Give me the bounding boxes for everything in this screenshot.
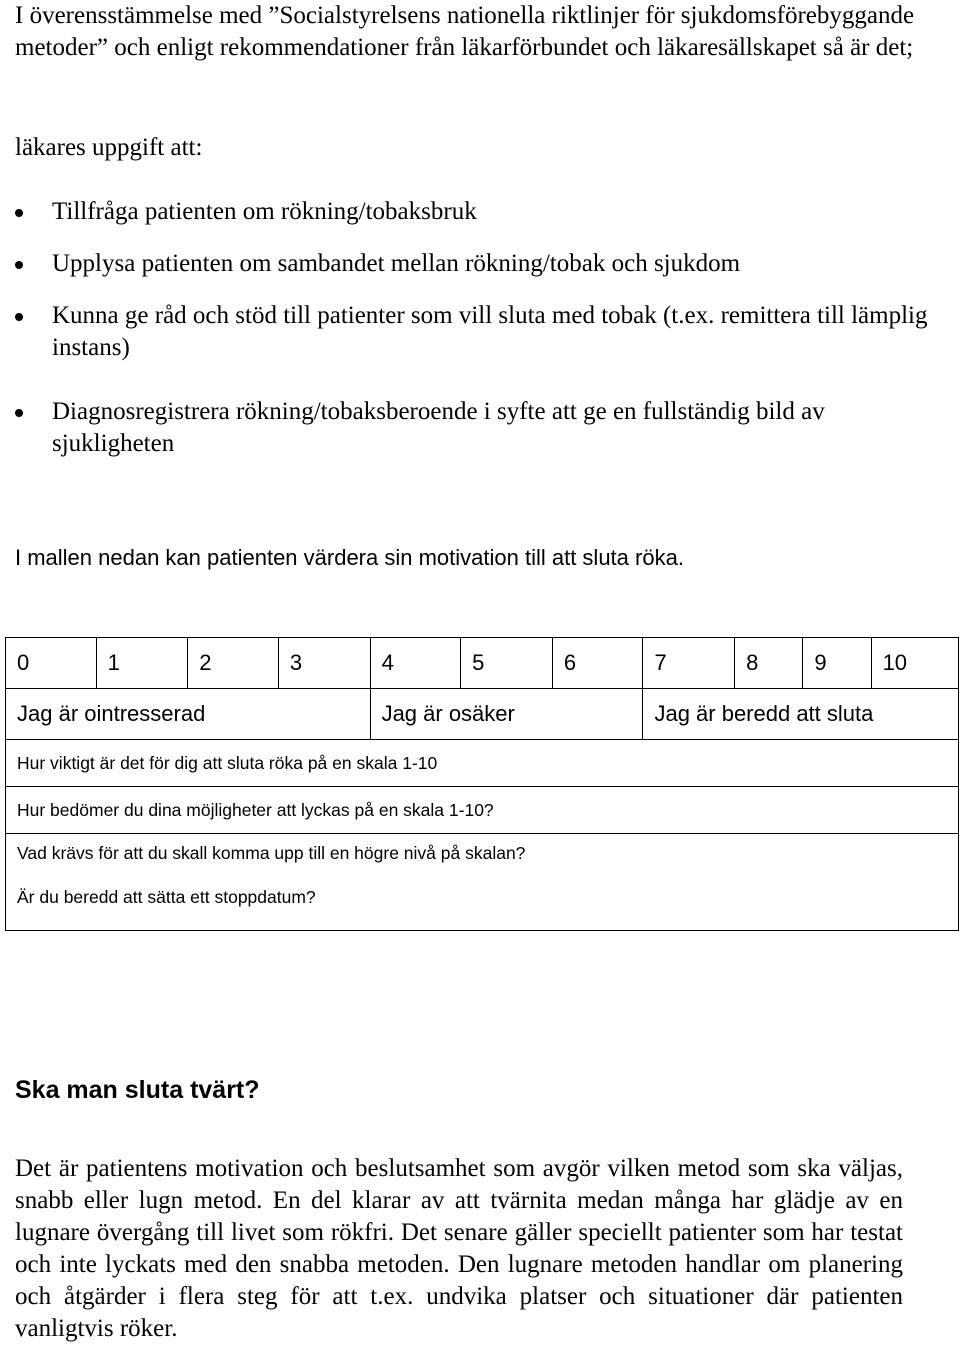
intro-paragraph: I överensstämmelse med ”Socialstyrelsens nationella riktlinjer för sjukdomsförebyggande metoder” och enligt rekommendationer från läkarförbundet och läkaresällskapet så är det; xyxy=(15,2,915,61)
list-item-text: Diagnosregistrera rökning/tobaksberoende i syfte att ge en fullständig bild av sjukligheten xyxy=(52,398,825,457)
section-title: Ska man sluta tvärt? xyxy=(15,1076,260,1104)
scale-number[interactable]: 3 xyxy=(278,638,370,689)
scale-number[interactable]: 6 xyxy=(552,638,643,689)
scale-label-high: Jag är beredd att sluta xyxy=(643,689,959,740)
scale-number[interactable]: 4 xyxy=(370,638,461,689)
list-item xyxy=(15,248,945,280)
list-item-text: Tillfråga patienten om rökning/tobaksbruk xyxy=(52,198,477,225)
bullet-icon xyxy=(15,209,23,217)
scale-label-row xyxy=(6,689,959,740)
list-item xyxy=(15,396,945,460)
motivation-scale-table xyxy=(5,637,959,931)
scale-number[interactable]: 5 xyxy=(461,638,553,689)
scale-label-mid: Jag är osäker xyxy=(370,689,643,740)
duty-list xyxy=(15,196,945,460)
scale-number[interactable]: 10 xyxy=(871,638,958,689)
question-importance: Hur viktigt är det för dig att sluta röka på en skala 1-10 xyxy=(6,740,959,787)
question-row xyxy=(6,787,959,834)
bullet-icon xyxy=(15,409,23,417)
question-confidence: Hur bedömer du dina möjligheter att lyckas på en skala 1-10? xyxy=(6,787,959,834)
bullet-icon xyxy=(15,261,23,269)
scale-number-row xyxy=(6,638,959,689)
scale-intro: I mallen nedan kan patienten värdera sin motivation till att sluta röka. xyxy=(15,545,684,570)
scale-number[interactable]: 8 xyxy=(735,638,803,689)
list-item xyxy=(15,196,945,228)
question-row xyxy=(6,834,959,931)
scale-number[interactable]: 2 xyxy=(188,638,279,689)
scale-label-low: Jag är ointresserad xyxy=(6,689,371,740)
bullet-icon xyxy=(15,313,23,321)
question-stop-date: Är du beredd att sätta ett stoppdatum? xyxy=(17,887,316,907)
question-higher-level: Vad krävs för att du skall komma upp till en högre nivå på skalan? xyxy=(17,843,526,863)
scale-number[interactable]: 9 xyxy=(803,638,871,689)
question-row xyxy=(6,740,959,787)
duty-heading: läkares uppgift att: xyxy=(15,134,203,161)
list-item-text: Upplysa patienten om sambandet mellan rökning/tobak och sjukdom xyxy=(52,250,741,277)
list-item xyxy=(15,300,945,364)
question-block xyxy=(6,834,959,931)
scale-number[interactable]: 7 xyxy=(643,638,735,689)
list-item-text: Kunna ge råd och stöd till patienter som vill sluta med tobak (t.ex. remittera till lämplig instans) xyxy=(52,302,928,361)
body-paragraph: Det är patientens motivation och beslutsamhet som avgör vilken metod som ska väljas, snabb eller lugn metod. En del klarar av att tvärnita medan många har glädje av en lugnare övergång till livet som rökfri. Det senare gäller speciellt patienter som har testat och inte lyckats med den snabba metoden. Den lugnare metoden handlar om planering och åtgärder i flera steg för att t.ex. undvika platser och situationer där patienten vanligtvis röker. xyxy=(15,1155,903,1342)
scale-number[interactable]: 1 xyxy=(96,638,188,689)
scale-number[interactable]: 0 xyxy=(6,638,97,689)
